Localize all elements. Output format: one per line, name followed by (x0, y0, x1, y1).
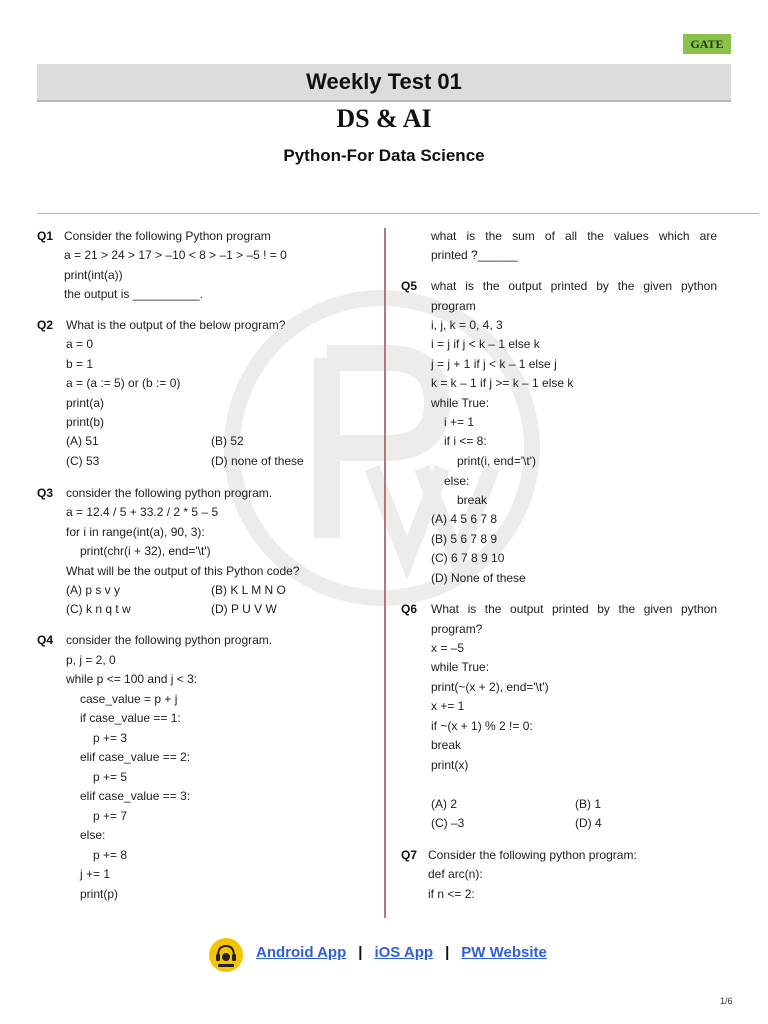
question-line: i = j if j < k – 1 else k (431, 337, 540, 351)
page-title: Weekly Test 01 (306, 69, 462, 94)
question-line: (C) 6 7 8 9 10 (431, 551, 505, 565)
question-line: consider the following python program. (66, 633, 273, 647)
question-line: print(chr(i + 32), end='\t') (80, 544, 211, 558)
column-divider (384, 228, 386, 918)
question-line: p += 3 (93, 731, 128, 745)
question-line: p, j = 2, 0 (66, 653, 116, 667)
question-line: else: (444, 474, 470, 488)
question-line: Consider the following Python program (64, 229, 271, 243)
question-line: if n <= 2: (428, 887, 475, 901)
question-line: for i in range(int(a), 90, 3): (66, 525, 205, 539)
question-number: Q6 (401, 602, 418, 616)
question-line: break (431, 738, 462, 752)
question-line: What will be the output of this Python code? (66, 564, 300, 578)
question-line: print(i, end='\t') (457, 454, 536, 468)
subject-heading: DS & AI (336, 104, 432, 133)
question-line: b = 1 (66, 357, 94, 371)
question-line: (D) 4 (575, 816, 602, 830)
question-line: program (431, 299, 476, 313)
question-line: p += 7 (93, 809, 128, 823)
question-line: print(a) (66, 396, 105, 410)
question-number: Q1 (37, 229, 54, 243)
question-line: i, j, k = 0, 4, 3 (431, 318, 503, 332)
question-line: if case_value == 1: (80, 711, 181, 725)
question-line: a = 0 (66, 337, 94, 351)
question-line: (A) p s v y (66, 583, 121, 597)
question-line: the output is __________. (64, 287, 203, 301)
question-line: break (457, 493, 488, 507)
question-line: a = 21 > 24 > 17 > –10 < 8 > –1 > –5 ! = 0 (64, 248, 287, 262)
question-line: (C) k n q t w (66, 602, 131, 616)
question-number: Q2 (37, 318, 54, 332)
question-line: (A) 51 (66, 434, 99, 448)
title-band (37, 64, 731, 102)
ios-app-link[interactable]: iOS App (374, 944, 434, 961)
question-line: (A) 2 (431, 797, 458, 811)
question-line: x = –5 (431, 641, 465, 655)
link-separator: | (358, 944, 363, 961)
question-line: (B) 1 (575, 797, 602, 811)
question-line: (B) 52 (211, 434, 244, 448)
question-number: Q5 (401, 279, 418, 293)
subtitle: Python-For Data Science (283, 146, 485, 165)
android-app-link[interactable]: Android App (256, 944, 347, 961)
question-line: consider the following python program. (66, 486, 273, 500)
link-separator: | (445, 944, 450, 961)
question-line: while p <= 100 and j < 3: (66, 672, 198, 686)
question-line: what is the output printed by the given python (431, 279, 717, 293)
question-line: i += 1 (444, 415, 475, 429)
header-divider (37, 213, 759, 214)
question-line: (B) 5 6 7 8 9 (431, 532, 498, 546)
helpdesk-logo-icon (208, 937, 244, 973)
exam-badge: GATE (683, 34, 731, 54)
question-line: What is the output of the below program? (66, 318, 286, 332)
question-line: (A) 4 5 6 7 8 (431, 512, 498, 526)
question-line: Consider the following python program: (428, 848, 637, 862)
question-line: p += 8 (93, 848, 128, 862)
question-line: program? (431, 622, 483, 636)
question-number: Q4 (37, 633, 54, 647)
question-line: p += 5 (93, 770, 128, 784)
question-line: print(x) (431, 758, 469, 772)
question-line: j = j + 1 if j < k – 1 else j (431, 357, 557, 371)
question-line: what is the sum of all the values which are (431, 229, 717, 243)
question-line: print(p) (80, 887, 119, 901)
question-line: print(~(x + 2), end='\t') (431, 680, 549, 694)
pw-website-link[interactable]: PW Website (461, 944, 547, 961)
question-line: while True: (431, 660, 490, 674)
question-line: while True: (431, 396, 490, 410)
question-line: (C) –3 (431, 816, 465, 830)
question-line: What is the output printed by the given python (431, 602, 717, 616)
question-line: elif case_value == 3: (80, 789, 191, 803)
question-line: print(b) (66, 415, 105, 429)
question-line: printed ?______ (431, 248, 518, 262)
question-number: Q7 (401, 848, 418, 862)
question-line: x += 1 (431, 699, 465, 713)
question-line: (D) none of these (211, 454, 304, 468)
question-line: (C) 53 (66, 454, 100, 468)
question-number: Q3 (37, 486, 54, 500)
page-number: 1/6 (720, 996, 733, 1006)
question-line: k = k – 1 if j >= k – 1 else k (431, 376, 574, 390)
footer-links (256, 944, 547, 962)
question-line: a = 12.4 / 5 + 33.2 / 2 * 5 – 5 (66, 505, 219, 519)
question-line: def arc(n): (428, 867, 483, 881)
question-line: if i <= 8: (444, 434, 487, 448)
question-line: a = (a := 5) or (b := 0) (66, 376, 181, 390)
question-line: elif case_value == 2: (80, 750, 191, 764)
question-line: j += 1 (80, 867, 111, 881)
question-line: (D) P U V W (211, 602, 277, 616)
question-line: case_value = p + j (80, 692, 178, 706)
question-line: else: (80, 828, 106, 842)
question-line: (D) None of these (431, 571, 526, 585)
question-line: if ~(x + 1) % 2 != 0: (431, 719, 533, 733)
question-line: (B) K L M N O (211, 583, 286, 597)
question-line: print(int(a)) (64, 268, 123, 282)
